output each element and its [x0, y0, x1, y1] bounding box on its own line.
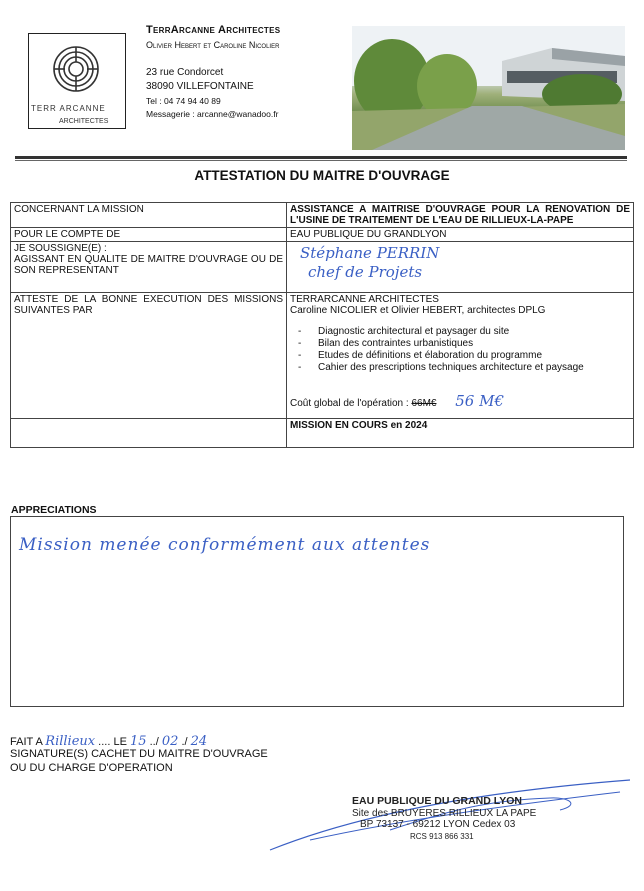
handwritten-role: chef de Projets — [308, 263, 423, 281]
table-row-signatory — [11, 242, 634, 293]
cost-line — [290, 392, 630, 410]
value-signatory-cell — [287, 242, 634, 293]
value-missions-cell — [287, 293, 634, 419]
mission-item: - Etudes de définitions et élaboration du programme — [318, 350, 630, 362]
table-row-client — [11, 228, 634, 242]
firm-logo — [28, 33, 126, 129]
label-status-empty — [11, 419, 287, 448]
cost-label: Coût global de l'opération : — [290, 398, 409, 409]
labyrinth-icon — [51, 38, 101, 100]
header-rule — [15, 156, 627, 159]
phone: Tel : 04 74 94 40 89 — [146, 96, 221, 106]
value-mission: ASSISTANCE A MAITRISE D'OUVRAGE POUR LA RENOVATION DE L'USINE DE TRAITEMENT DE L'EAU DE RILLIEUX-LA-PAPE — [287, 203, 634, 228]
architect-names: Caroline NICOLIER et Olivier HEBERT, architectes DPLG — [290, 305, 546, 316]
stamp-line-4: RCS 913 866 331 — [410, 831, 474, 841]
document-title: ATTESTATION DU MAITRE D'OUVRAGE — [194, 168, 450, 183]
stamp-line-3: BP 73137 - 69212 LYON Cedex 03 — [360, 819, 516, 830]
label-client: POUR LE COMPTE DE — [11, 228, 287, 242]
logo-text: TERR ARCANNE — [31, 104, 106, 113]
label-signatory-cell — [11, 242, 287, 293]
label-signatory-role: AGISSANT EN QUALITE DE MAITRE D'OUVRAGE OU DE SON REPRESENTANT — [14, 254, 283, 276]
appreciation-handwritten: Mission menée conformément aux attentes — [19, 535, 431, 555]
cost-handwritten: 56 M€ — [455, 392, 505, 410]
stamp-line-1: EAU PUBLIQUE DU GRAND LYON — [352, 795, 522, 807]
stamp-line-2: Site des BRUYERES RILLIEUX LA PAPE — [352, 807, 537, 819]
date-day: 15 — [130, 734, 147, 749]
attestation-table — [10, 202, 634, 448]
mission-item: - Bilan des contraintes urbanistiques — [318, 338, 630, 350]
table-row-mission — [11, 203, 634, 228]
label-signatory: JE SOUSSIGNE(E) : — [14, 243, 107, 254]
le-label: LE — [113, 736, 127, 748]
appreciations-label: APPRECIATIONS — [11, 504, 97, 516]
header-rule-thin — [15, 160, 627, 161]
email: Messagerie : arcanne@wanadoo.fr — [146, 109, 279, 119]
table-row-status — [11, 419, 634, 448]
address-street: 23 rue Condorcet — [146, 67, 224, 78]
fait-place: Rillieux — [45, 734, 96, 749]
address-city: 38090 VILLEFONTAINE — [146, 81, 254, 92]
date-year: 24 — [190, 734, 208, 749]
mission-status: MISSION EN COURS en 2024 — [287, 419, 634, 448]
handwritten-name: Stéphane PERRIN — [300, 244, 440, 262]
fait-a-label: FAIT A — [10, 736, 43, 748]
mission-list — [290, 326, 630, 374]
mission-item: - Diagnostic architectural et paysager du site — [318, 326, 630, 338]
label-mission: CONCERNANT LA MISSION — [11, 203, 287, 228]
firm-partners: Olivier Hebert et Caroline Nicolier — [146, 40, 280, 50]
signature-label-2: OU DU CHARGE D'OPERATION — [10, 762, 173, 774]
table-row-missions — [11, 293, 634, 419]
label-missions: ATTESTE DE LA BONNE EXECUTION DES MISSIONS SUIVANTES PAR — [11, 293, 287, 419]
building-photo — [352, 26, 625, 150]
appreciations-box — [10, 516, 624, 707]
architect-firm: TERRARCANNE ARCHITECTES — [290, 294, 439, 305]
cost-struck: 66M€ — [411, 398, 437, 409]
company-stamp — [352, 796, 536, 842]
mission-item: - Cahier des prescriptions techniques architecture et paysage — [318, 362, 630, 374]
signature-label-1: SIGNATURE(S) CACHET DU MAITRE D'OUVRAGE — [10, 748, 268, 760]
logo-subtext: ARCHITECTES — [59, 118, 109, 125]
firm-name: TerrArcanne Architectes — [146, 24, 281, 36]
value-client: EAU PUBLIQUE DU GRANDLYON — [287, 228, 634, 242]
date-month: 02 — [161, 734, 179, 749]
fait-line: FAIT A Rillieux .... LE 15 ../ 02 ./ 24 — [10, 734, 208, 749]
